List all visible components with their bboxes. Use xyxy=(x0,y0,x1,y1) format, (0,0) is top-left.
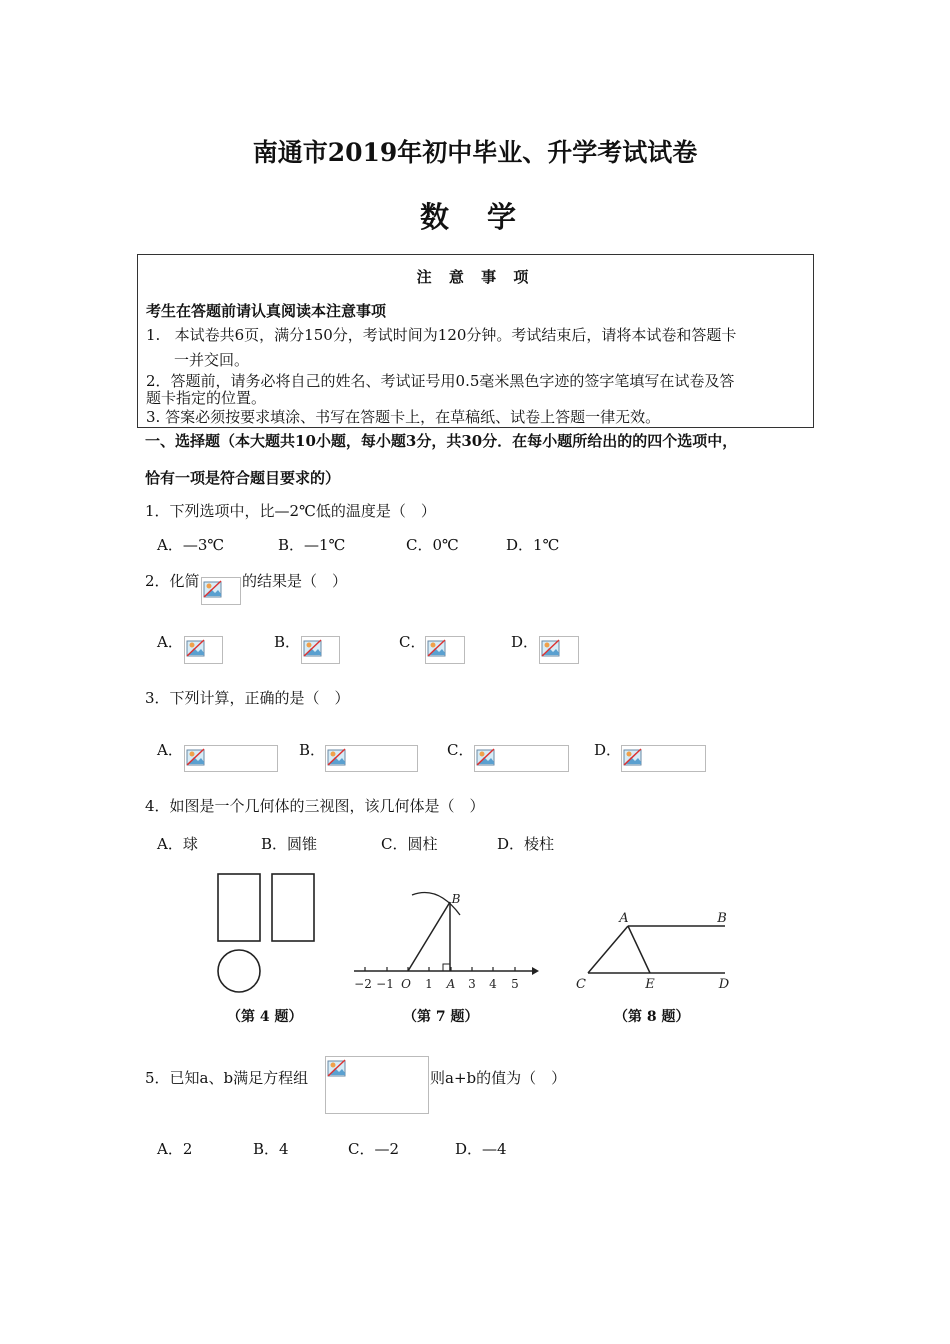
tick-label: O xyxy=(401,977,411,991)
side-view-rect xyxy=(272,874,314,941)
q2-stem-end: 的结果是（ ） xyxy=(242,572,348,590)
q1-stem: 1．下列选项中，比—2℃低的温度是（ ） xyxy=(145,502,436,520)
segment-ac xyxy=(588,926,628,973)
axis-arrow xyxy=(532,967,539,975)
q3-stem: 3．下列计算，正确的是（ ） xyxy=(145,689,350,707)
figure-8-caption: （第 8 题） xyxy=(614,1009,690,1025)
q2-option-c-image xyxy=(425,636,465,664)
notice-item-1a: 1. 本试卷共6页，满分150分，考试时间为120分钟。考试结束后，请将本试卷和答题卡 xyxy=(146,326,737,344)
q2-option-b-image xyxy=(301,636,340,664)
notice-heading: 注 意 事 项 xyxy=(416,268,535,286)
point-label: A xyxy=(619,911,629,926)
q3-option-d: D． xyxy=(594,741,622,759)
notice-item-1b: 一并交回。 xyxy=(174,351,250,369)
point-label: B xyxy=(717,911,727,926)
q3-option-b: B． xyxy=(299,741,326,759)
broken-image-icon xyxy=(623,747,643,767)
figure-7-number-line xyxy=(350,885,545,995)
point-b-label: B xyxy=(451,892,461,906)
tick-label: 5 xyxy=(511,977,519,991)
broken-image-icon xyxy=(541,638,561,658)
q1-option-b: B．—1℃ xyxy=(278,536,346,554)
q5-option-d: D．—4 xyxy=(455,1140,507,1158)
broken-image-icon xyxy=(476,747,496,767)
q1-option-c: C．0℃ xyxy=(406,536,459,554)
notice-item-3: 3. 答案必须按要求填涂、书写在答题卡上，在草稿纸、试卷上答题一律无效。 xyxy=(146,408,661,426)
tick-label: 4 xyxy=(489,977,497,991)
q5-option-b: B．4 xyxy=(253,1140,289,1158)
q2-option-c: C． xyxy=(399,633,426,651)
segment-ob xyxy=(408,902,450,971)
q5-option-a: A．2 xyxy=(157,1140,193,1158)
section-heading-line1: 一、选择题（本大题共10小题，每小题3分，共30分．在每小题所给出的的四个选项中， xyxy=(145,432,738,450)
front-view-rect xyxy=(218,874,260,941)
q4-option-c: C．圆柱 xyxy=(381,835,438,853)
top-view-circle xyxy=(218,950,260,992)
exam-title: 南通市2019年初中毕业、升学考试试卷 xyxy=(252,138,698,167)
tick-label: −2 xyxy=(354,977,372,991)
q3-option-c-image xyxy=(474,745,569,772)
figure-4-caption: （第 4 题） xyxy=(227,1009,303,1025)
figure-4-three-views xyxy=(200,865,330,1000)
segment-ae xyxy=(628,926,650,973)
q2-option-d-image xyxy=(539,636,579,664)
tick-label: A xyxy=(446,977,456,991)
q3-option-a-image xyxy=(184,745,278,772)
notice-item-2a: 2．答题前，请务必将自己的姓名、考试证号用0.5毫米黑色字迹的签字笔填写在试卷及答 xyxy=(146,372,735,390)
broken-image-icon xyxy=(203,579,223,599)
notice-item-2b: 题卡指定的位置。 xyxy=(146,389,267,407)
q2-option-b: B． xyxy=(274,633,301,651)
figure-8-parallel-lines xyxy=(570,905,740,995)
q5-system-image xyxy=(325,1056,429,1114)
q3-option-a: A． xyxy=(157,741,183,759)
q1-option-a: A．—3℃ xyxy=(157,536,225,554)
q5-stem-end: 则a+b的值为（ ） xyxy=(430,1069,567,1087)
notice-intro: 考生在答题前请认真阅读本注意事项 xyxy=(146,302,387,320)
q2-option-d: D． xyxy=(511,633,539,651)
broken-image-icon xyxy=(303,638,323,658)
notice-box xyxy=(137,254,814,428)
point-label: C xyxy=(576,977,586,992)
tick-label: −1 xyxy=(376,977,394,991)
q3-option-b-image xyxy=(325,745,418,772)
q4-stem: 4．如图是一个几何体的三视图，该几何体是（ ） xyxy=(145,797,485,815)
q3-option-d-image xyxy=(621,745,706,772)
q2-stem-start: 2．化简 xyxy=(145,572,200,590)
q5-option-c: C．—2 xyxy=(348,1140,400,1158)
q1-option-d: D．1℃ xyxy=(506,536,560,554)
broken-image-icon xyxy=(427,638,447,658)
right-angle-mark xyxy=(443,964,450,971)
q2-option-a-image xyxy=(184,636,223,664)
q2-option-a: A． xyxy=(157,633,183,651)
section-heading-line2: 恰有一项是符合题目要求的） xyxy=(145,469,341,487)
q2-formula-image xyxy=(201,577,241,605)
q4-option-a: A．球 xyxy=(157,835,198,853)
q4-option-b: B．圆锥 xyxy=(261,835,318,853)
point-label: E xyxy=(645,977,655,992)
subject-title: 数 学 xyxy=(419,200,531,234)
broken-image-icon xyxy=(186,638,206,658)
tick-label: 1 xyxy=(425,977,433,991)
tick-label: 3 xyxy=(468,977,476,991)
figure-7-caption: （第 7 题） xyxy=(403,1009,479,1025)
broken-image-icon xyxy=(186,747,206,767)
point-label: D xyxy=(718,977,730,992)
q5-stem-start: 5．已知a、b满足方程组 xyxy=(145,1069,309,1087)
broken-image-icon xyxy=(327,747,347,767)
q3-option-c: C． xyxy=(447,741,474,759)
broken-image-icon xyxy=(327,1058,347,1078)
q4-option-d: D．棱柱 xyxy=(497,835,555,853)
